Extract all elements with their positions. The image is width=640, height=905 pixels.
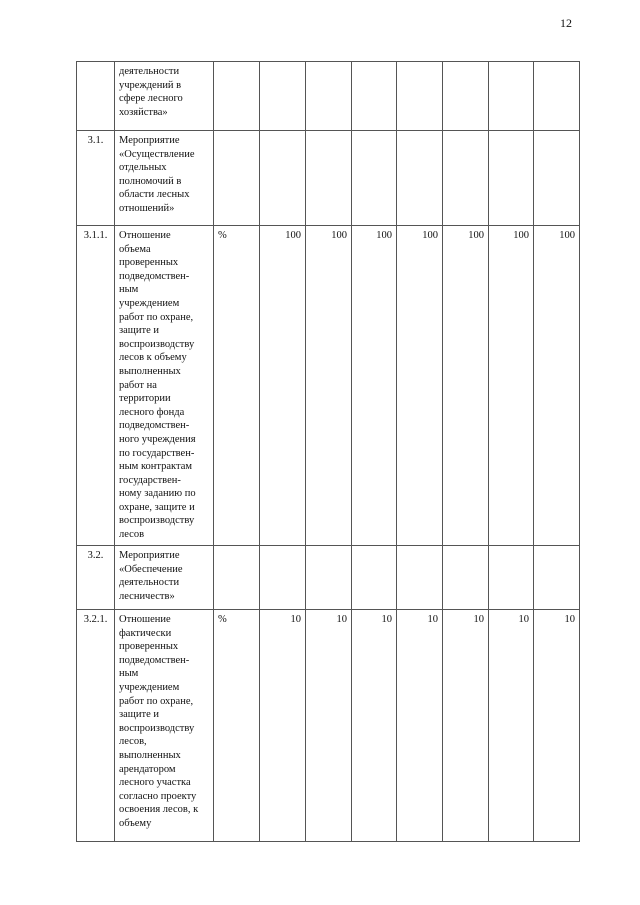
value-cell: 10 xyxy=(352,610,397,842)
value-cell xyxy=(352,546,397,610)
value-cell xyxy=(352,62,397,131)
value-cell xyxy=(352,131,397,226)
value-cell xyxy=(534,546,580,610)
page-number: 12 xyxy=(560,16,572,30)
row-number: 3.2.1. xyxy=(77,610,115,842)
value-cell xyxy=(397,62,443,131)
row-unit: % xyxy=(214,610,260,842)
row-unit: % xyxy=(214,226,260,546)
value-cell: 100 xyxy=(534,226,580,546)
row-description: Отношение объема проверенных подведомствен- ным учреждением работ по охране, защите и воспроизводству лесов к объему выполненных работ на территории лесного фонда подведомствен- ного учреждения по государствен- ным контрактам государствен- ному заданию по охране, защите и воспроизводству лесов xyxy=(115,226,214,546)
value-cell xyxy=(397,131,443,226)
row-number: 3.1.1. xyxy=(77,226,115,546)
value-cell: 100 xyxy=(443,226,489,546)
row-description: деятельности учреждений в сфере лесного хозяйства» xyxy=(115,62,214,131)
value-cell xyxy=(260,546,306,610)
value-cell xyxy=(306,62,352,131)
indicators-table xyxy=(76,61,580,842)
value-cell xyxy=(534,131,580,226)
value-cell xyxy=(260,131,306,226)
value-cell xyxy=(489,546,534,610)
value-cell xyxy=(443,131,489,226)
row-description: Мероприятие «Осуществление отдельных полномочий в области лесных отношений» xyxy=(115,131,214,226)
value-cell xyxy=(489,62,534,131)
row-number xyxy=(77,62,115,131)
row-unit xyxy=(214,131,260,226)
table-row xyxy=(77,546,580,610)
value-cell: 10 xyxy=(260,610,306,842)
row-number: 3.2. xyxy=(77,546,115,610)
value-cell xyxy=(443,546,489,610)
value-cell: 100 xyxy=(352,226,397,546)
row-description: Мероприятие «Обеспечение деятельности лесничеств» xyxy=(115,546,214,610)
value-cell: 10 xyxy=(397,610,443,842)
value-cell xyxy=(397,546,443,610)
value-cell: 100 xyxy=(260,226,306,546)
value-cell xyxy=(306,546,352,610)
value-cell xyxy=(306,131,352,226)
table-row xyxy=(77,226,580,546)
value-cell: 100 xyxy=(397,226,443,546)
value-cell xyxy=(534,62,580,131)
row-unit xyxy=(214,546,260,610)
table-row xyxy=(77,131,580,226)
row-number: 3.1. xyxy=(77,131,115,226)
value-cell xyxy=(443,62,489,131)
table-row xyxy=(77,610,580,842)
value-cell: 100 xyxy=(489,226,534,546)
value-cell: 10 xyxy=(489,610,534,842)
value-cell xyxy=(489,131,534,226)
value-cell xyxy=(260,62,306,131)
value-cell: 10 xyxy=(534,610,580,842)
value-cell: 100 xyxy=(306,226,352,546)
table-row xyxy=(77,62,580,131)
value-cell: 10 xyxy=(443,610,489,842)
row-unit xyxy=(214,62,260,131)
value-cell: 10 xyxy=(306,610,352,842)
row-description: Отношение фактически проверенных подведомствен- ным учреждением работ по охране, защите и воспроизводству лесов, выполненных арендатором лесного участка согласно проекту освоения лесов, к объему xyxy=(115,610,214,842)
